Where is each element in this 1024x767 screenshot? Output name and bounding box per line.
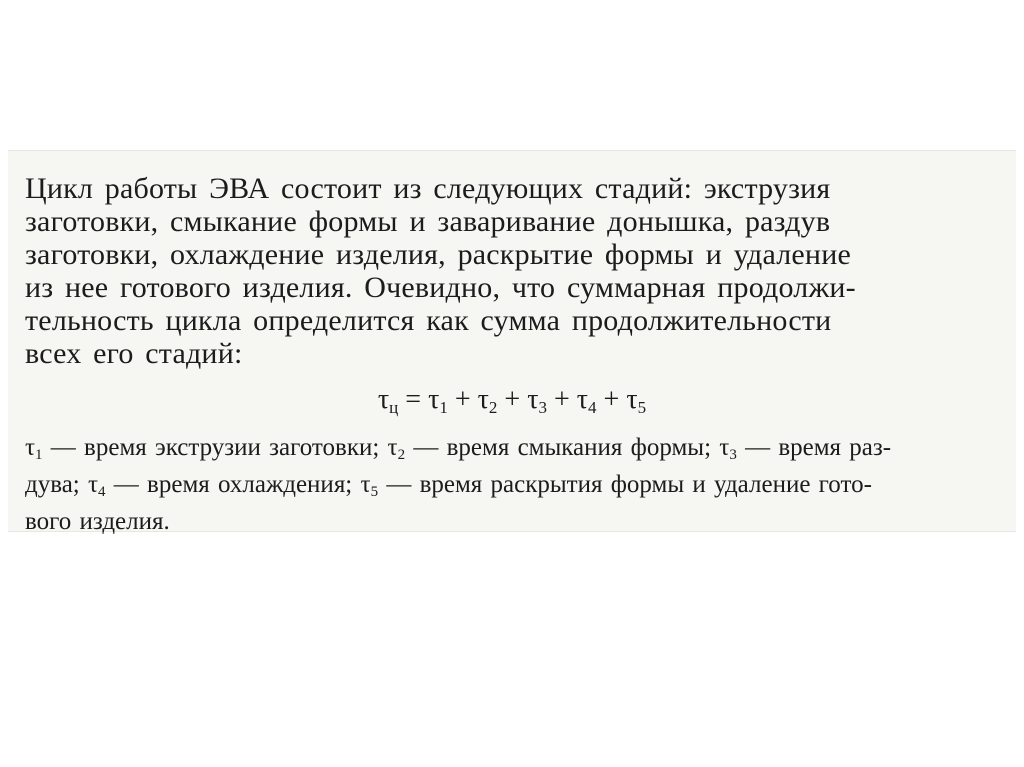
paragraph-line: заготовки, смыкание формы и заваривание донышка, раздув	[25, 205, 831, 238]
formula-term: $\tau_2$	[477, 384, 498, 417]
formula-legend	[25, 433, 1000, 536]
cycle-time-formula	[0, 384, 1024, 418]
paragraph-line: всех его стадий:	[25, 337, 243, 370]
plus-sign: +	[504, 384, 528, 415]
paragraph-line: Цикл работы ЭВА состоит из следующих стадий: экструзия	[25, 172, 831, 205]
plus-sign: +	[603, 384, 627, 415]
plus-sign: +	[553, 384, 577, 415]
formula-term: $\tau_3$	[527, 384, 547, 417]
paragraph-line: тельность цикла определится как сумма продолжительности	[25, 304, 832, 337]
formula-term: $\tau_5$	[626, 384, 647, 417]
formula-lhs: $\tau_ц$	[377, 384, 399, 417]
formula-term: $\tau_1$	[428, 384, 448, 417]
legend-line: дува; $\tau_4$ — время охлаждения; $\tau_5$ — время раскрытия формы и удаление гото-	[25, 471, 872, 500]
legend-line: $\tau_1$ — время экструзии заготовки; $\tau_2$ — время смыкания формы; $\tau_3$ — время раз-	[25, 434, 892, 463]
equals-sign: =	[405, 384, 429, 415]
paragraph-line: из нее готового изделия. Очевидно, что суммарная продолжи-	[25, 271, 856, 304]
body-paragraph	[25, 172, 1000, 370]
formula-term: $\tau_4$	[576, 384, 597, 417]
paragraph-line: заготовки, охлаждение изделия, раскрытие формы и удаление	[25, 238, 851, 271]
plus-sign: +	[454, 384, 478, 415]
legend-line: вого изделия.	[25, 508, 170, 535]
